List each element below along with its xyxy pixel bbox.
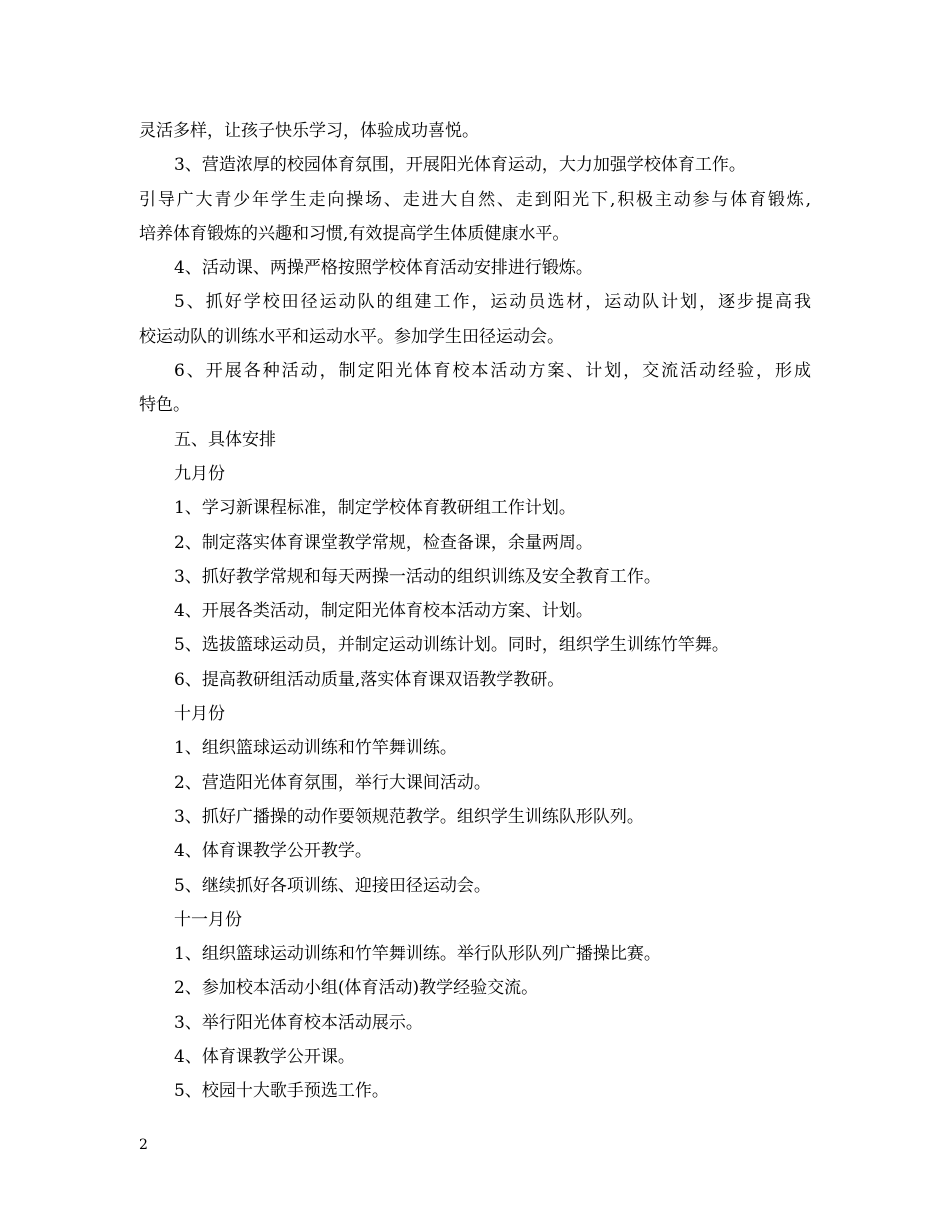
list-item: 4、开展各类活动，制定阳光体育校本活动方案、计划。 — [174, 601, 593, 622]
paragraph-line: 引导广大青少年学生走向操场、走进大自然、走到阳光下,积极主动参与体育锻炼, — [139, 189, 811, 210]
list-item: 2、参加校本活动小组(体育活动)教学经验交流。 — [174, 978, 539, 999]
list-item: 1、组织篮球运动训练和竹竿舞训练。 — [174, 738, 457, 759]
list-item: 1、组织篮球运动训练和竹竿舞训练。举行队形队列广播操比赛。 — [174, 944, 661, 965]
paragraph-line: 6、开展各种活动，制定阳光体育校本活动方案、计划，交流活动经验，形成 — [174, 361, 811, 382]
list-item: 5、继续抓好各项训练、迎接田径运动会。 — [174, 875, 491, 896]
list-item: 3、抓好广播操的动作要领规范教学。组织学生训练队形队列。 — [174, 806, 644, 827]
list-item: 6、提高教研组活动质量,落实体育课双语教学教研。 — [174, 669, 565, 690]
paragraph-line: 灵活多样，让孩子快乐学习，体验成功喜悦。 — [139, 121, 479, 141]
list-item: 4、体育课教学公开课。 — [174, 1047, 355, 1068]
list-item: 4、体育课教学公开教学。 — [174, 841, 372, 862]
month-heading: 十月份 — [174, 704, 225, 725]
list-item: 2、制定落实体育课堂教学常规，检查备课，余量两周。 — [174, 532, 593, 553]
section-heading: 五、具体安排 — [174, 429, 276, 450]
paragraph-line: 3、营造浓厚的校园体育氛围，开展阳光体育运动，大力加强学校体育工作。 — [174, 155, 746, 176]
document-body — [139, 114, 811, 1109]
month-heading: 九月份 — [174, 463, 225, 484]
list-item: 2、营造阳光体育氛围，举行大课间活动。 — [174, 772, 491, 793]
paragraph-line: 5、抓好学校田径运动队的组建工作，运动员选材，运动队计划，逐步提高我 — [174, 292, 811, 313]
paragraph-line: 校运动队的训练水平和运动水平。参加学生田径运动会。 — [139, 326, 564, 347]
list-item: 3、抓好教学常规和每天两操一活动的组织训练及安全教育工作。 — [174, 566, 661, 587]
list-item: 5、选拔篮球运动员，并制定运动训练计划。同时，组织学生训练竹竿舞。 — [174, 635, 729, 656]
paragraph-line: 4、活动课、两操严格按照学校体育活动安排进行锻炼。 — [174, 258, 593, 279]
month-heading: 十一月份 — [174, 909, 242, 930]
list-item: 3、举行阳光体育校本活动展示。 — [174, 1012, 423, 1033]
list-item: 1、学习新课程标准，制定学校体育教研组工作计划。 — [174, 498, 576, 519]
paragraph-line: 特色。 — [139, 395, 190, 416]
paragraph-line: 培养体育锻炼的兴趣和习惯,有效提高学生体质健康水平。 — [139, 223, 570, 244]
list-item: 5、校园十大歌手预选工作。 — [174, 1081, 389, 1102]
page-number: 2 — [139, 1137, 148, 1153]
